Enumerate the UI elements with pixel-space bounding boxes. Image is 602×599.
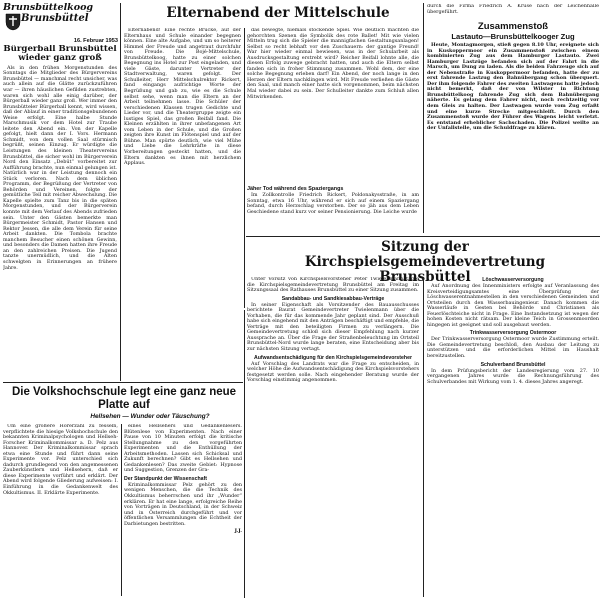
kirchspiel-section-b3: Schulverband Brunsbüttel <box>480 361 546 368</box>
kirchspiel-col-a <box>247 277 419 597</box>
kirchspiel-section-a: Sandabbau- und Sandkiesabbau-Verträge <box>281 295 385 302</box>
leichenhalle-note <box>427 4 599 18</box>
elternabend-col-b <box>247 28 419 183</box>
accident-body: Im Zollkontrolle Friedrich Rickert, Poldonakysstraße, in am Sonntag, etwa 16 Uhr, während er sich auf einem Spaziergang befand, durch Herzschlag verstorben. Der so jäh aus dem Leben Geschiedene stand kurz vor seiner Pensionierung. Die Leiche wurde <box>247 192 419 215</box>
leichenhalle-text: durch die Firma Friedrich A. Kruse nach der Leichenhalle übergeführt. <box>427 4 599 15</box>
zusammenstoss-body: Heute, Montagmorgen, stieß gegen 8.10 Uhr, ereignete sich in Kuskoppermoor ein Zusammenstoß zwischen einem kombinierten Zug aus dem Hamburger Lastauto. Zwei Hamburger Lastzüge befanden sich auf der Fahrt in die Marsch, um Dung zu laden. Als die beiden Fahrzeuge sich auf der Nebenstraße in Kuskoppermoor befanden, hatte der zu erst fahrende Lastzug den Bahnübergang schon überquert. Der ihm folgende Fahrer des zweiten Lastwagens hatte jedoch nicht bemerkt, daß der von Wilster in Richtung Brunsbüttelkoog fahrende Zug sich dem Bahnübergang näherte. Es gelang dem Fahrer nicht, noch rechtzeitig vor dem Gleis zu halten. Der Lastwagen wurde vom Zug erfaßt und eine kurze Strecke mitgeschleift. Durch den Zusammenstoß wurde der Führer des Wagens leicht verletzt. Es entstand erheblicher Sachschaden. Die Polizei weilte an der Unfallstelle, um die Schuldfrage zu klären. <box>427 42 599 132</box>
elternabend-text-a: Elternabend! Eine rechte Brücke, auf der Elternhaus und Schule einander begegnen können. Eine alte Aufgabe, und um so heiterer Himmel der Freude und angetraut durchfuhr von Freude. Die Bojé-Mittelschule, Brunsbüttelkoog, hatte zu einer solchen Begegnung ins Hotel zur Post eingeladen, und viele Gäste, darunter Vertreter der Stadtverwaltung, waren gefolgt. Der Schulleiter, Herr Mittelschulrektor Rickert, fand eingangs aufrichtige Worte der Begrüßung und gab zu, wie es die Schule selbst sehe, wenn man die Eltern an der Arbeit teilnehmen lasse. Die Schüler der verschiedenen Klassen trugen Gedichte und Lieder vor, und die Theatergruppe zeigte ein lustiges Spiel, das großen Beifall fand. Die Kleinen erzählten in ihrer unbefangenen Art vom Leben in der Schule, und die Großen zeigten ihre Kunst im Flötenspiel und auf der Bühne. Man spürte deutlich, wie viel Mühe und Liebe die Lehrkräfte in diese Vorbereitungen gesteckt hatten, und die Eltern dankten es ihnen mit herzlichem Applaus. <box>124 28 241 167</box>
section-divider <box>3 382 243 383</box>
masthead <box>3 3 115 33</box>
column-divider <box>423 277 424 597</box>
column-divider <box>244 28 245 308</box>
masthead-line2: Brunsbüttel <box>21 13 89 24</box>
elternabend-text-b: das bewegte, niemals stockende Spiel. Wie deutlich machten die gehorchten Szenen die Symbolik des rote Ballet! Mit wie vielen Mitteln trug sich die Spieler die mannigfachen Gestaltungsanlagen! Selbst so recht lebhaft vor den Zuschauern: der gantige Freund! War hier wieder einmal bewiesen, was in der Schularbeit als Ausdrucksgestaltung erstrebt wird? Reicher Beifall lohnte alle, die diesen Erfolg zuwege gebracht hatten, und auch die Eltern selbst fanden sich in froher Stimmung zusammen. Wohl dem, der eine solche Begegnung erleben darf! Ein Abend, der noch lange in den Herzen der Eltern nachklingen wird. Mit Freude verließen die Gäste den Saal, und manch einer hatte sich vorgenommen, beim nächsten Mal wieder dabei zu sein. Der Schulleiter dankte zum Schluß allen Mitwirkenden. <box>247 28 419 100</box>
masthead-line1: Brunsbüttelkoog <box>3 3 94 13</box>
coat-of-arms-icon <box>5 13 21 31</box>
kirchspiel-section-b2: Trinkwasserversorgung Ostermoor <box>469 330 557 337</box>
kirchspiel-headline: Sitzung der Kirchspielsgemeindevertretung Brunsbüttel <box>304 239 546 285</box>
zusammenstoss-headline: Zusammenstoß <box>477 22 549 32</box>
kirchspiel-text-b3: In dem Prüfungsbericht der Landesregierung vom 27. 10 vergangenen Jahres wurde die Rechnungsführung des Schulverbandes mit Wirkung vom 1. 4. dieses Jahres angeregt. <box>427 367 599 385</box>
vhs-text-b: eines Hellsehers und Gedankenlesers. Blütenlese von Experimenten. Nach einer Pause von 10 Minuten erfolgt die kritische Stellungnahme zu den vorgeführten Experimenten und die Enthüllung der Arbeitsmethoden. Lassen sich Schicksal und Zukunft berechnen? Gibt es Hellsehen und Gedankenlesen? Das zweite Gebiet: Hypnose und Suggestion, Grenzen der Gra- <box>124 424 242 474</box>
zusammenstoss-article <box>427 22 599 232</box>
kirchspiel-text-a3: Auf Vorschlag des Landrats war die Frage zu entscheiden, in welcher Höhe die Aufwandsentschädigung des Kirchspielsvorstehers festgesetzt werden solle. Nach eingehender Beratung wurde der Vorschlag einstimmig angenommen. <box>247 360 419 384</box>
vhs-col-b <box>124 424 242 596</box>
section-divider <box>246 236 600 237</box>
buergerball-body <box>3 66 117 271</box>
kirchspiel-text-a: Unter Vorsitz von Kirchspielsvorsteher Peter Twielenmann tagte die Kirchspielsgemeindevertretung Brunsbüttel am Freitag im Sitzungssaal des Rathauses Brunsbüttel zu einer Sitzung zusammen. <box>247 277 419 294</box>
column-divider <box>423 3 424 233</box>
vhs-col-a <box>3 424 118 596</box>
kirchspiel-col-b <box>427 277 599 597</box>
kirchspiel-section-b: Löschwasserversorgung <box>482 277 544 283</box>
vhs-signature: J.J. <box>234 527 242 534</box>
vhs-text-a: Um eine größere Hörerzahl zu fesseln, verpflichtete die hiesige Volkshochschule den bekannten Kriminalpsychologen und Hellseh-Forscher Kriminalkommissar a. D. Pelz aus Hannover. Der Kriminalkommissar sprach etwa eine Stunde und führt dann seine Experimente vor. Pelz unterschied sich dadurch grundlegend von den angemessenen Zauberkünstlern und Hellsehern, daß er diese Experimente vorführt und erklärt. Der Abend wird folgende Gliederung aufweisen: I. Einführung in die Gedankenwelt des Okkultismus. II. Erklärte Experimente. <box>3 424 118 496</box>
vhs-subhead: Hellsehen — Wunder oder Täuschung? <box>90 413 210 420</box>
column-divider <box>244 310 245 598</box>
zusammenstoss-subhead: Lastauto—Brunsbüttelkooger Zug <box>451 32 575 41</box>
kirchspiel-text-b2: Der Trinkwasserversorgung Ostermoor wurde Zustimmung erteilt. Die Gemeindevertretung beschloß, den Ausbau der Leitung zu unterstützen und die erforderlichen Mittel im Haushalt bereitzustellen. <box>427 336 599 360</box>
kirchspiel-text-b: Auf Anordnung des Innenministers erfolgte auf Veranlassung des Kreisverteidigungsamtes eine Überprüfung der Löschwasserentnahmestellen in den verschiedenen Gemeinden und Ortsteilen durch den Wasserbauingenieur. Danach kommen die Wasserläufe in Gesten bei Behörde und Christianen als Feuerlöschteiche nicht in Frage. Eine Instandsetzung ist wegen der hohen Kosten nicht rätsam. Der kleine Teich in Grossenmoorden hingegen ist geeignet und soll ausgebaut werden. <box>427 283 599 328</box>
column-divider <box>121 424 122 596</box>
vhs-headline: Die Volkshochschule legt eine ganz neue Platte auf <box>11 386 237 411</box>
buergerball-headline: Bürgerball Brunsbüttel wieder ganz groß <box>3 45 117 64</box>
vhs-section-c: Der Standpunkt der Wissenschaft <box>124 475 207 482</box>
buergerball-article <box>3 45 117 375</box>
kirchspiel-section-a2: Aufwandsentschädigung für den Kirchspielsgemeindevorsteher <box>254 354 412 361</box>
elternabend-headline: Elternabend der Mittelschule <box>166 5 390 21</box>
accident-headline: Jäher Tod während des Spaziergangs <box>247 186 344 192</box>
kirchspiel-text-a2: In seiner Eigenschaft als Vorsitzender des Bauausschusses berichtete Baurat Gemeindevertreter Twielenmann über die Vorhaben, die für das kommende Jahr geplant sind. Der Ausschuß habe sich eingehend mit den Anträgen beschäftigt und empfehle, die Verträge mit den beteiligten Firmen zu verlängern. Die Gemeindevertretung schloß sich dieser Empfehlung nach kurzer Aussprache an. Über die Frage der Straßenbeleuchtung im Ortsteil Brunsbüttel-Nord wurde lange beraten, eine Entscheidung aber bis zur nächsten Sitzung vertagt. <box>247 301 419 353</box>
buergerball-body-text: Als in den frühen Morgenstunden des Sonntags die Mitglieder des Bürgervereins Brunsbüttel — manchmal recht unsicher, was auch allein auf die Glätte zurückzuführen war — ihren häuslichen Gefilden zustrebten, waren sich wohl alle einig darüber, der Bürgerball wieder ganz groß. Wer immer den Brunsbütteler Bürgerball kennt, wird wissen, daß der Ablauf in einer traditionsgebundenen Weise erfolgt. Eine halbe Stunde Marschmusik vor dem Hotel zur Traube leitete den Abend ein. Von der Kapelle gefolgt, hielt dann der I. Vors. Hermann Schmidt, von dem vollen Saal stürmisch begrüßt, seinen Einzug. Er würdigte die Leistungen des kleinen Theatervereins Brunsbüttel, die sicher wohl im Bürgerverein Nord den Einsatz „Debüt“ vorbereitet zur Aufführung brachte, nun einmal gelungen ist. Natürlich war in der Leistung dennoch ein Stück verloren. Nach dem üblichen Programm, der Begrüßung der Vertreter von Behörden und Vereinen, folgte der gemütliche Teil mit reicher Abwechslung. Die Kapelle spielte zum Tanz bis in die späten Morgenstunden, und der Bürgerverein konnte mit dem Verlauf des Abends zufrieden sein. Unter den Gästen bemerkte man Bürgermeister Schmidt, Pastor Hansen und Rektor Jessen, die alle dem Verein für seine Arbeit dankten. Die Tombola brachte manchem Besucher einen schönen Gewinn, und besonders die Damen hatten ihre Freude an den zahlreichen Preisen. Die Jugend tanzte unermüdlich, und die Alten schwelgten in Erinnerungen an frühere Jahre. <box>3 64 117 271</box>
masthead-date: 16. Februar 1953 <box>73 38 118 44</box>
column-divider <box>120 3 121 381</box>
accident-article <box>247 186 419 236</box>
vhs-text-c: Kriminalkommissar Pelz gehört zu den wenigen Menschen, die die Technik des Okkultismus beherrschen und ihr „Wunder“ erklären. Er hat eine lange, erfolgreiche Reihe von Vorträgen in Deutschland, in der Schweiz und in Österreich durchgeführt und vor öffentlichen Versammlungen die Echtheit der Darbietungen bestritten. <box>124 481 242 527</box>
elternabend-col-a <box>124 28 241 308</box>
